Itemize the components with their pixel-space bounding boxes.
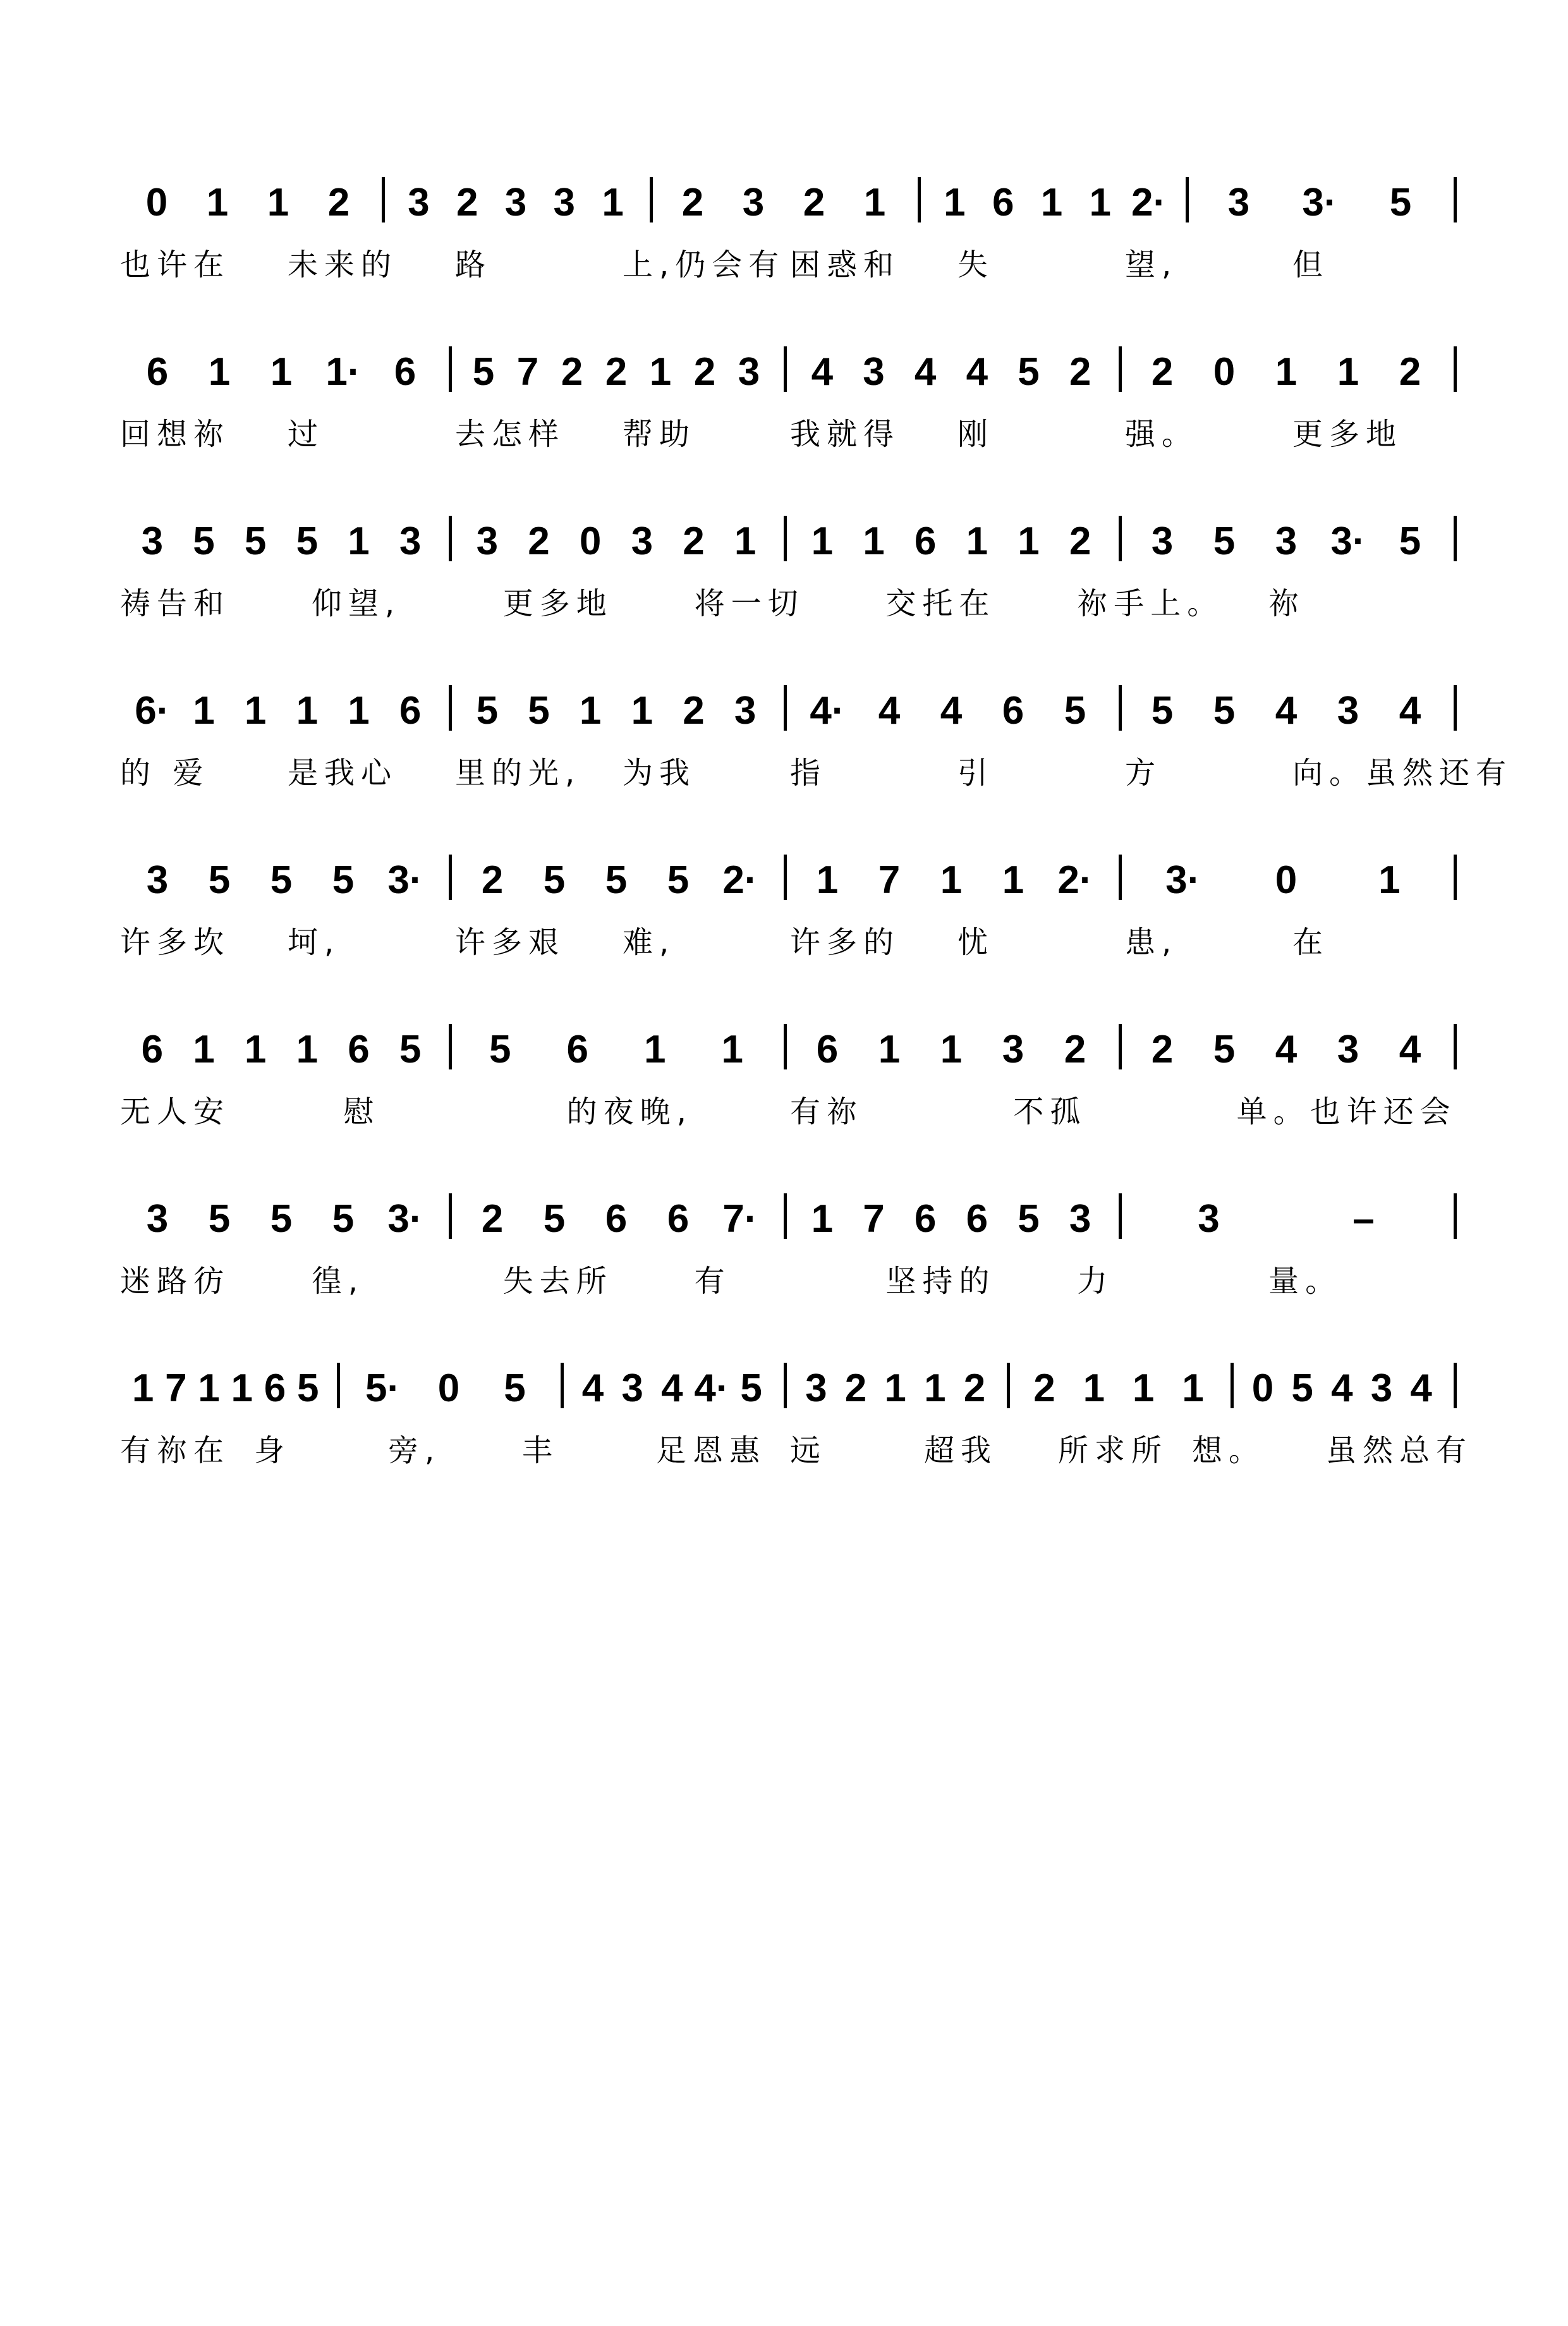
lyric: 旁, — [388, 1433, 441, 1468]
lyric: 的夜晚, — [566, 1094, 693, 1130]
note: 1 — [270, 350, 293, 394]
lyric: 刚 — [957, 417, 995, 452]
note: 2 — [1151, 1028, 1174, 1071]
barline — [382, 177, 385, 222]
note: 1 — [966, 520, 988, 563]
note: 4 — [1275, 1028, 1298, 1071]
note: 2 — [327, 181, 350, 224]
note: 1 — [296, 689, 319, 733]
barline — [1186, 177, 1189, 222]
note: 3 — [1275, 520, 1298, 563]
lyric: 慰 — [343, 1094, 380, 1130]
note: 2 — [693, 350, 716, 394]
lyric: 也许在 — [120, 247, 231, 283]
note: 5 — [296, 1367, 319, 1410]
barline — [1454, 1363, 1457, 1408]
note: 1 — [940, 1028, 963, 1071]
lyric: 坚持的 — [885, 1263, 996, 1299]
lyric: 虽然总有 — [1326, 1433, 1473, 1468]
note: 0 — [579, 520, 602, 563]
note: 3· — [387, 858, 423, 902]
note: 2· — [722, 858, 758, 902]
barline — [784, 1363, 787, 1408]
note: 3 — [621, 1367, 643, 1410]
note: 7 — [878, 858, 901, 902]
note: – — [1352, 1197, 1375, 1241]
lyric: 有 — [694, 1263, 731, 1299]
note: 5 — [605, 858, 628, 902]
lyric: 将一切 — [694, 586, 805, 621]
lyric: 交托在 — [885, 586, 996, 621]
barline — [1119, 516, 1122, 561]
note: 1 — [863, 520, 885, 563]
note: 3 — [1002, 1028, 1024, 1071]
note: 2 — [1399, 350, 1421, 394]
barline — [1454, 685, 1457, 731]
note: 3· — [1330, 520, 1366, 563]
note: 7 — [863, 1197, 885, 1241]
note: 1 — [1275, 350, 1298, 394]
note: 3 — [863, 350, 885, 394]
lyric: 忧 — [957, 925, 995, 960]
note: 2 — [803, 181, 825, 224]
lyric: 祢手上。 — [1077, 586, 1224, 621]
note: 1 — [1182, 1367, 1204, 1410]
note: 1 — [878, 1028, 901, 1071]
note: 5 — [740, 1367, 762, 1410]
note: 2 — [1151, 350, 1174, 394]
note: 6 — [394, 350, 416, 394]
note: 5 — [543, 858, 566, 902]
note: 2 — [1069, 350, 1091, 394]
lyric: 坷, — [288, 925, 341, 960]
note: 1 — [721, 1028, 743, 1071]
note: 5 — [244, 520, 267, 563]
note: 1 — [267, 181, 289, 224]
note: 5 — [528, 689, 550, 733]
lyric: 里的光, — [455, 755, 581, 791]
note: 1 — [602, 181, 624, 224]
note: 1 — [1337, 350, 1359, 394]
note: 1 — [644, 1028, 666, 1071]
note: 5 — [208, 858, 231, 902]
note: 3 — [734, 689, 757, 733]
note: 5 — [1213, 689, 1236, 733]
note: 2 — [963, 1367, 986, 1410]
note: 3 — [504, 181, 527, 224]
note: 1 — [1018, 520, 1040, 563]
note: 1 — [1083, 1367, 1105, 1410]
lyric: 所求所 — [1058, 1433, 1169, 1468]
note: 1 — [940, 858, 963, 902]
note: 5 — [193, 520, 215, 563]
note: 6 — [146, 350, 169, 394]
lyric: 望, — [1125, 247, 1178, 283]
note: 7 — [165, 1367, 187, 1410]
lyric: 帮助 — [623, 417, 696, 452]
note: 3 — [805, 1367, 827, 1410]
note: 5 — [667, 858, 690, 902]
note: 1 — [924, 1367, 946, 1410]
note: 1 — [348, 520, 370, 563]
barline — [449, 1193, 452, 1239]
note: 1 — [193, 1028, 215, 1071]
note: 5 — [1018, 1197, 1040, 1241]
note: 5 — [1064, 689, 1086, 733]
note: 1 — [579, 689, 602, 733]
barline — [449, 1024, 452, 1069]
lyric: 丰 — [522, 1433, 559, 1468]
lyric: 远 — [790, 1433, 827, 1468]
lyric: 去怎样 — [455, 417, 566, 452]
note: 6 — [141, 1028, 164, 1071]
note: 6 — [348, 1028, 370, 1071]
barline — [1231, 1363, 1234, 1408]
note: 4 — [914, 350, 937, 394]
note: 1 — [816, 858, 839, 902]
note: 3 — [1198, 1197, 1220, 1241]
note: 4 — [811, 350, 834, 394]
note: 1 — [1040, 181, 1063, 224]
note: 1 — [198, 1367, 220, 1410]
lyric: 有祢在 — [120, 1433, 231, 1468]
note: 1 — [348, 689, 370, 733]
note: 1 — [863, 181, 886, 224]
lyric: 的 爱 — [120, 755, 210, 791]
barline — [449, 346, 452, 392]
note: 5 — [1213, 520, 1236, 563]
barline — [449, 516, 452, 561]
note: 5 — [270, 858, 293, 902]
note: 1 — [244, 1028, 267, 1071]
note: 3 — [476, 520, 499, 563]
note: 3 — [408, 181, 430, 224]
note: 6 — [667, 1197, 690, 1241]
barline — [784, 516, 787, 561]
lyric: 许多艰 — [455, 925, 566, 960]
lyric: 失去所 — [502, 1263, 613, 1299]
note: 5 — [1213, 1028, 1236, 1071]
lyric: 超我 — [924, 1433, 998, 1468]
lyric: 是我心 — [288, 755, 398, 791]
barline — [1119, 1193, 1122, 1239]
lyric: 在 — [1292, 925, 1330, 960]
note: 4 — [940, 689, 963, 733]
lyric: 难, — [623, 925, 676, 960]
barline — [1454, 346, 1457, 392]
barline — [1007, 1363, 1010, 1408]
lyric: 仰望, — [311, 586, 401, 621]
note: 3· — [1165, 858, 1201, 902]
lyric: 徨, — [311, 1263, 365, 1299]
lyric: 想。 — [1192, 1433, 1266, 1468]
note: 5 — [1399, 520, 1421, 563]
note: 0 — [1213, 350, 1236, 394]
lyric: 为我 — [623, 755, 696, 791]
lyric: 患, — [1125, 925, 1178, 960]
note: 7 — [516, 350, 539, 394]
lyric: 量。 — [1268, 1263, 1342, 1299]
note: 1 — [884, 1367, 906, 1410]
note: 5 — [1389, 181, 1412, 224]
note: 1 — [649, 350, 672, 394]
lyric: 过 — [288, 417, 325, 452]
barline — [1454, 1193, 1457, 1239]
note: 3 — [146, 858, 169, 902]
barline — [1454, 1024, 1457, 1069]
note: 5 — [1291, 1367, 1313, 1410]
barline — [1454, 516, 1457, 561]
note: 2 — [681, 181, 704, 224]
note: 4 — [1410, 1367, 1432, 1410]
note: 6 — [816, 1028, 839, 1071]
note: 1 — [811, 520, 834, 563]
note: 6 — [264, 1367, 286, 1410]
barline — [1454, 855, 1457, 900]
barline — [1119, 346, 1122, 392]
note: 0 — [1275, 858, 1298, 902]
note: 7· — [722, 1197, 758, 1241]
note: 1 — [231, 1367, 253, 1410]
barline — [784, 685, 787, 731]
barline — [650, 177, 653, 222]
lyric: 更多地 — [1292, 417, 1403, 452]
note: 2 — [683, 689, 705, 733]
barline — [1119, 855, 1122, 900]
lyric: 足恩惠 — [656, 1433, 767, 1468]
note: 2 — [605, 350, 628, 394]
note: 6 — [1002, 689, 1024, 733]
barline — [918, 177, 921, 222]
note: 3 — [553, 181, 576, 224]
note: 5· — [365, 1367, 401, 1410]
note: 2 — [561, 350, 583, 394]
note: 5 — [332, 858, 355, 902]
barline — [784, 346, 787, 392]
note: 3· — [387, 1197, 423, 1241]
note: 0 — [145, 181, 168, 224]
note: 4 — [1399, 689, 1421, 733]
barline — [1119, 685, 1122, 731]
note: 1 — [244, 689, 267, 733]
lyric: 有祢 — [790, 1094, 864, 1130]
note: 3 — [399, 520, 422, 563]
lyric: 路 — [455, 247, 492, 283]
note: 1 — [811, 1197, 834, 1241]
lyric: 未来的 — [288, 247, 398, 283]
note: 2 — [1064, 1028, 1086, 1071]
note: 5 — [543, 1197, 566, 1241]
note: 3 — [1337, 1028, 1359, 1071]
note: 1 — [208, 350, 231, 394]
note: 3· — [1302, 181, 1337, 224]
barline — [561, 1363, 564, 1408]
note: 5 — [332, 1197, 355, 1241]
lyric: 迷路彷 — [120, 1263, 231, 1299]
barline — [784, 1193, 787, 1239]
note: 1 — [944, 181, 966, 224]
note: 5 — [489, 1028, 511, 1071]
barline — [1119, 1024, 1122, 1069]
lyric: 回想祢 — [120, 417, 231, 452]
note: 6 — [605, 1197, 628, 1241]
note: 3 — [742, 181, 765, 224]
note: 2 — [456, 181, 478, 224]
barline — [784, 855, 787, 900]
lyric: 许多坎 — [120, 925, 231, 960]
lyric: 我就得 — [790, 417, 901, 452]
note: 6 — [399, 689, 422, 733]
note: 1· — [325, 350, 361, 394]
lyric: 向。虽然还有 — [1292, 755, 1513, 791]
note: 3 — [1227, 181, 1250, 224]
note: 4 — [1331, 1367, 1353, 1410]
note: 2 — [683, 520, 705, 563]
note: 3 — [631, 520, 653, 563]
note: 3 — [1337, 689, 1359, 733]
lyric: 上,仍会有 — [623, 247, 786, 283]
note: 4 — [966, 350, 988, 394]
note: 6 — [914, 520, 937, 563]
note: 5 — [270, 1197, 293, 1241]
barline — [784, 1024, 787, 1069]
note: 4 — [878, 689, 901, 733]
note: 2 — [844, 1367, 867, 1410]
note: 5 — [504, 1367, 526, 1410]
note: 3 — [1069, 1197, 1091, 1241]
lyric: 方 — [1125, 755, 1162, 791]
note: 1 — [1132, 1367, 1155, 1410]
note: 1 — [193, 689, 215, 733]
note: 0 — [1251, 1367, 1274, 1410]
lyric: 无人安 — [120, 1094, 231, 1130]
lyric: 不孤 — [1013, 1094, 1087, 1130]
lyric: 身 — [254, 1433, 291, 1468]
note: 5 — [1151, 689, 1174, 733]
note: 5 — [296, 520, 319, 563]
note: 5 — [1018, 350, 1040, 394]
note: 6 — [914, 1197, 937, 1241]
note: 4 — [1399, 1028, 1421, 1071]
note: 4 — [581, 1367, 604, 1410]
note: 2 — [481, 1197, 504, 1241]
lyric: 强。 — [1125, 417, 1199, 452]
note: 2 — [481, 858, 504, 902]
note: 3 — [1370, 1367, 1393, 1410]
note: 1 — [296, 1028, 319, 1071]
note: 1 — [631, 689, 653, 733]
note: 5 — [472, 350, 495, 394]
note: 4 — [661, 1367, 683, 1410]
note: 2· — [1131, 181, 1167, 224]
lyric: 引 — [957, 755, 995, 791]
note: 0 — [437, 1367, 460, 1410]
note: 5 — [399, 1028, 422, 1071]
note: 3 — [141, 520, 164, 563]
note: 2 — [1069, 520, 1091, 563]
lyric: 但 — [1292, 247, 1330, 283]
lyric: 力 — [1077, 1263, 1114, 1299]
note: 4 — [1275, 689, 1298, 733]
note: 1 — [734, 520, 757, 563]
note: 6 — [992, 181, 1014, 224]
note: 6 — [966, 1197, 988, 1241]
barline — [449, 855, 452, 900]
barline — [449, 685, 452, 731]
barline — [337, 1363, 340, 1408]
note: 5 — [208, 1197, 231, 1241]
lyric: 祷告和 — [120, 586, 231, 621]
lyric: 祢 — [1268, 586, 1306, 621]
note: 2 — [528, 520, 550, 563]
note: 3 — [738, 350, 760, 394]
note: 3 — [146, 1197, 169, 1241]
barline — [1454, 177, 1457, 222]
note: 2 — [1033, 1367, 1055, 1410]
note: 4· — [694, 1367, 729, 1410]
note: 6· — [135, 689, 170, 733]
note: 1 — [131, 1367, 154, 1410]
lyric: 失 — [957, 247, 995, 283]
note: 2· — [1057, 858, 1093, 902]
note: 1 — [1089, 181, 1112, 224]
lyric: 指 — [790, 755, 827, 791]
lyric: 许多的 — [790, 925, 901, 960]
note: 4· — [810, 689, 845, 733]
lyric: 单。也许还会 — [1236, 1094, 1457, 1130]
note: 6 — [566, 1028, 588, 1071]
lyric: 困惑和 — [790, 247, 901, 283]
note: 3 — [1151, 520, 1174, 563]
note: 5 — [476, 689, 499, 733]
note: 1 — [1378, 858, 1401, 902]
note: 1 — [1002, 858, 1024, 902]
note: 1 — [206, 181, 229, 224]
lyric: 更多地 — [502, 586, 613, 621]
